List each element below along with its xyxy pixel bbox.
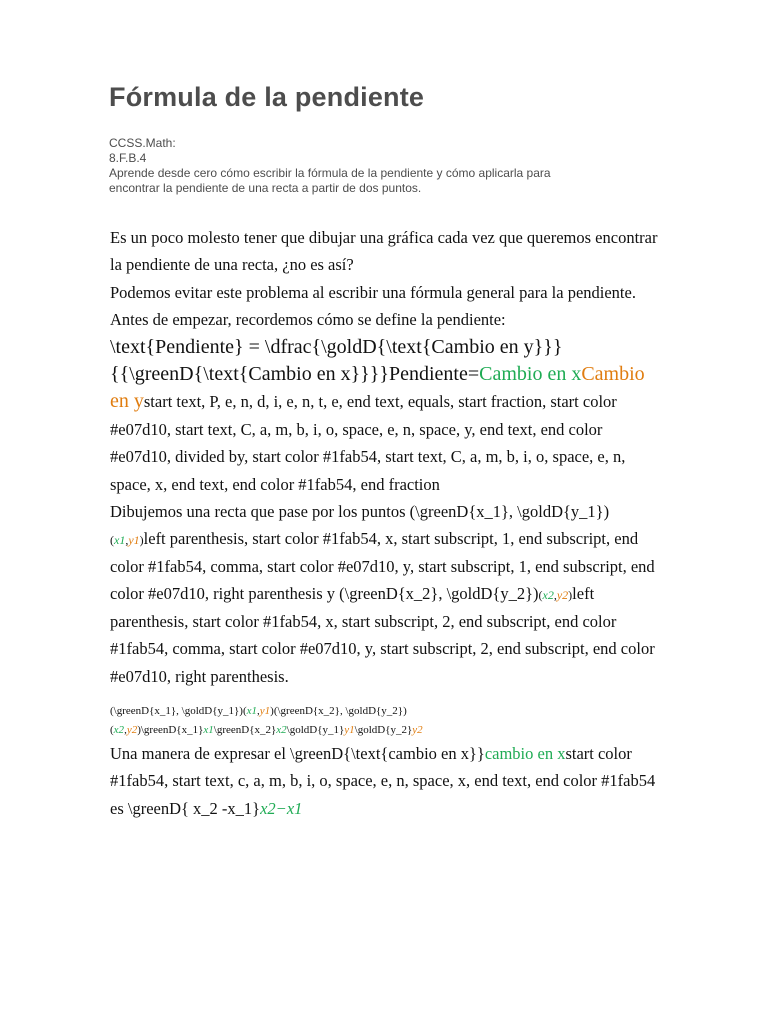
small-y1b: y1 bbox=[344, 723, 355, 736]
change-expression: x2−x1 bbox=[260, 798, 303, 818]
formula-latex: \text{Pendiente} = \dfrac{\goldD{\text{Cambio en y}}}{{\greenD{\text{Cambio en x}}}} bbox=[110, 335, 563, 386]
change-green: cambio en x bbox=[484, 743, 566, 763]
small-k: \goldD{y_1} bbox=[286, 723, 345, 736]
formula-denominator: Cambio en x bbox=[479, 363, 582, 386]
small-i: \greenD{x_1} bbox=[140, 723, 204, 736]
small-x2: x2 bbox=[113, 723, 125, 736]
spacer bbox=[110, 690, 660, 702]
small-h: ) bbox=[137, 723, 141, 736]
description-line-2: encontrar la pendiente de una recta a partir de dos puntos. bbox=[109, 181, 422, 195]
small-y2b: y2 bbox=[412, 723, 423, 736]
description-line-1: Aprende desde cero cómo escribir la fórmula de la pendiente y cómo aplicarla para bbox=[109, 166, 551, 180]
small-j: \greenD{x_2} bbox=[213, 723, 277, 736]
small-a: (\greenD{x_1}, \goldD{y_1}) bbox=[110, 704, 243, 717]
pt2-y: y2 bbox=[556, 588, 569, 603]
article-body bbox=[110, 224, 660, 822]
pt1-comma: , bbox=[125, 533, 129, 548]
points-lead: Dibujemos una recta que pase por los puntos (\greenD{x_1}, \goldD{y_1}) bbox=[110, 502, 610, 522]
change-lead: Una manera de expresar el \greenD{\text{cambio en x}} bbox=[110, 743, 485, 763]
formula-numerator: Cambio en y bbox=[110, 363, 645, 413]
points-speech-1: left parenthesis, start color #1fab54, x, start subscript, 1, end subscript, end color #1fab54, comma, start color #e07d10, y, start subscript, 1, end subscript, end color #e07d10, right parenthesis y (\greenD{x_2}, \goldD{y_2}) bbox=[110, 529, 655, 604]
pt2-open: ( bbox=[538, 588, 543, 603]
pt1-y: y1 bbox=[128, 533, 140, 548]
small-x1: x1 bbox=[246, 704, 257, 717]
pt1-close: ) bbox=[139, 533, 144, 548]
small-x2b: x2 bbox=[276, 723, 287, 736]
paragraph-points bbox=[110, 498, 660, 690]
formula-label: Pendiente= bbox=[388, 363, 480, 386]
change-speech: start color #1fab54, start text, c, a, m, b, i, o, space, e, n, space, x, end text, end color #1fab54 es \greenD{ x_2 -x_1} bbox=[110, 743, 656, 818]
pt2-comma: , bbox=[553, 588, 557, 603]
paragraph-intro: Es un poco molesto tener que dibujar una gráfica cada vez que queremos encontrar la pendiente de una recta, ¿no es así? bbox=[110, 228, 658, 275]
paragraph-formula-intro: Podemos evitar este problema al escribir una fórmula general para la pendiente. Antes de empezar, recordemos cómo se define la pendiente: bbox=[110, 282, 636, 330]
slope-definition-formula bbox=[110, 334, 660, 498]
small-e: (\greenD{x_2}, \goldD{y_2}) bbox=[273, 704, 407, 717]
small-c: , bbox=[257, 704, 260, 717]
standard-label: CCSS.Math: bbox=[109, 136, 176, 150]
small-y1: y1 bbox=[259, 704, 271, 717]
small-b: ( bbox=[242, 704, 247, 717]
pt1-open: ( bbox=[110, 533, 114, 548]
small-d: ) bbox=[270, 704, 274, 717]
points-speech-2: left parenthesis, start color #1fab54, x, start subscript, 2, end subscript, end color #1fab54, comma, start color #e07d10, y, start subscript, 2, end subscript, end color #e07d10, right parenthesis. bbox=[110, 584, 655, 686]
paragraph-change-in-x bbox=[110, 740, 660, 822]
pt2-close: ) bbox=[568, 588, 573, 603]
page-title: Fórmula de la pendiente bbox=[109, 82, 425, 112]
standard-code: 8.F.B.4 bbox=[109, 151, 147, 165]
small-g: , bbox=[124, 723, 127, 736]
small-y2: y2 bbox=[126, 723, 138, 736]
pt2-x: x2 bbox=[542, 588, 554, 603]
small-l: \goldD{y_2} bbox=[354, 723, 413, 736]
pt1-x: x1 bbox=[114, 533, 126, 548]
small-x1b: x1 bbox=[203, 723, 214, 736]
formula-speech: start text, P, e, n, d, i, e, n, t, e, end text, equals, start fraction, start color #e07d10, start text, C, a, m, b, i, o, space, e, n, space, y, end text, end color #e07d10, divided by, start color #1fab54, start text, C, a, m, b, i, o, space, e, n, space, x, end text, end color #1fab54, end fraction bbox=[110, 392, 626, 494]
article-meta bbox=[109, 136, 649, 196]
small-formula-line bbox=[110, 702, 660, 740]
small-f: ( bbox=[110, 723, 114, 736]
